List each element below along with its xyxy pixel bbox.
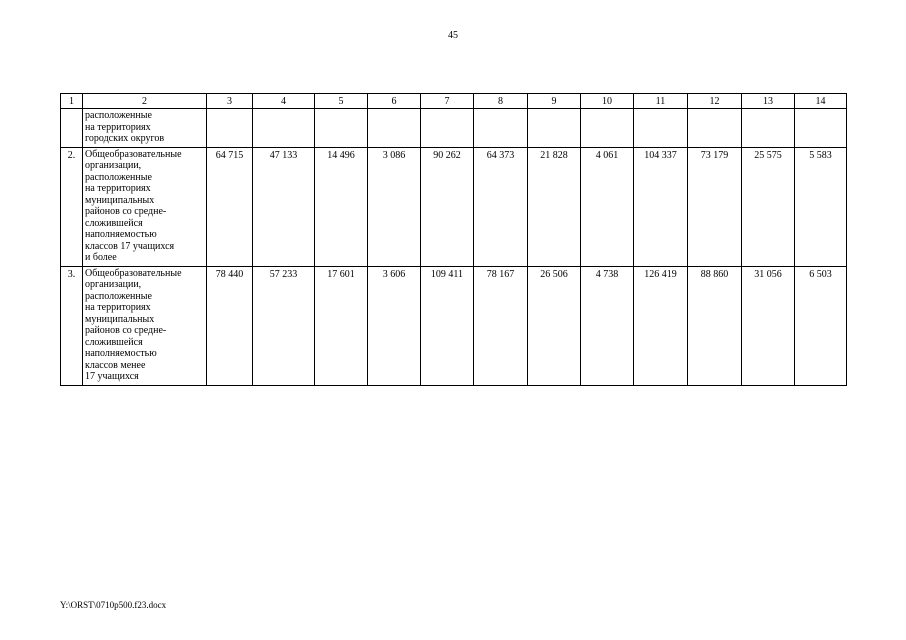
table-cell: 57 233 [253,266,315,385]
file-path-footer: Y:\ORST\0710p500.f23.docx [60,600,167,610]
table-cell: 64 715 [207,147,253,266]
table-cell [207,109,253,148]
table-cell: 21 828 [528,147,581,266]
table-header-row [61,94,847,109]
table-cell [315,109,368,148]
table-cell [474,109,528,148]
table-row [61,147,847,266]
table-cell: 4 738 [581,266,634,385]
table-cell: 3 086 [368,147,421,266]
table-cell: 78 440 [207,266,253,385]
table-cell: 73 179 [688,147,742,266]
table-cell [795,109,847,148]
table-cell [253,109,315,148]
table-cell: 26 506 [528,266,581,385]
column-header: 7 [421,94,474,109]
table-cell: 126 419 [634,266,688,385]
table-cell: 17 601 [315,266,368,385]
table-row [61,266,847,385]
column-header: 14 [795,94,847,109]
table-row [61,109,847,148]
column-header: 13 [742,94,795,109]
column-header: 11 [634,94,688,109]
column-header: 8 [474,94,528,109]
row-label: Общеобразовательные организации, расположенные на территориях муниципальных районов со средне- сложившейся наполняемостью классов менее 17 учащихся [83,266,207,385]
table-cell: 90 262 [421,147,474,266]
table-cell: 14 496 [315,147,368,266]
table-cell: 5 583 [795,147,847,266]
table-cell: 78 167 [474,266,528,385]
table-cell: 6 503 [795,266,847,385]
column-header: 10 [581,94,634,109]
column-header: 12 [688,94,742,109]
table-cell: 109 411 [421,266,474,385]
table-cell: 104 337 [634,147,688,266]
table-cell [688,109,742,148]
table-cell [634,109,688,148]
row-label: расположенные на территориях городских округов [83,109,207,148]
table-cell [581,109,634,148]
column-header: 2 [83,94,207,109]
table-cell [421,109,474,148]
column-header: 5 [315,94,368,109]
table-cell: 25 575 [742,147,795,266]
table-cell [368,109,421,148]
column-header: 3 [207,94,253,109]
table-cell [528,109,581,148]
column-header: 9 [528,94,581,109]
table-cell: 47 133 [253,147,315,266]
row-label: Общеобразовательные организации, расположенные на территориях муниципальных районов со средне- сложившейся наполняемостью классов 17 учащихся и более [83,147,207,266]
table-cell: 31 056 [742,266,795,385]
row-number: 2. [61,147,83,266]
row-number: 3. [61,266,83,385]
row-number [61,109,83,148]
column-header: 4 [253,94,315,109]
page-number: 45 [448,30,458,41]
table-cell: 88 860 [688,266,742,385]
table-cell: 64 373 [474,147,528,266]
table-cell: 3 606 [368,266,421,385]
column-header: 6 [368,94,421,109]
column-header: 1 [61,94,83,109]
table-cell: 4 061 [581,147,634,266]
data-table [60,93,847,386]
table-cell [742,109,795,148]
